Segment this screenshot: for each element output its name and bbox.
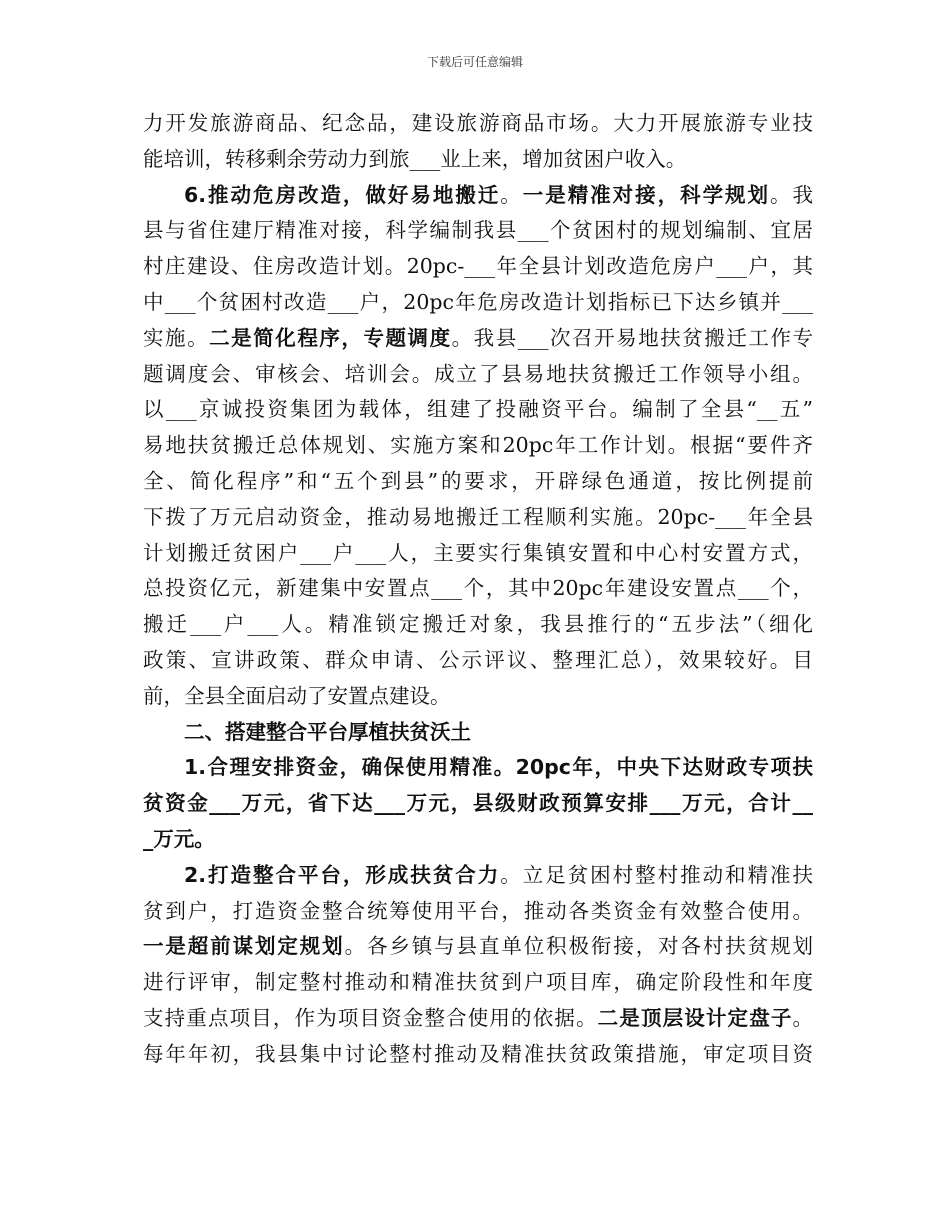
text-line	[143, 643, 813, 679]
text-line	[143, 285, 813, 321]
text-line	[143, 392, 813, 428]
text-segment: 二、搭建整合平台厚植扶贫沃土	[184, 719, 471, 744]
text-line	[143, 1037, 813, 1073]
text-line	[143, 858, 813, 894]
text-segment: 进行评审，制定整村推动和精准扶贫到户项目库，确定阶段性和年度	[143, 970, 813, 995]
text-segment: 题调度会、审核会、培训会。成立了县易地扶贫搬迁工作领导小组。	[143, 361, 813, 386]
bold-text-segment: 二是简化程序，专题调度	[209, 325, 452, 350]
text-line	[143, 178, 813, 214]
text-line	[143, 822, 813, 858]
text-segment: 以___京诚投资集团为载体，组建了投融资平台。编制了全县“__五”	[143, 397, 813, 422]
text-line	[143, 464, 813, 500]
text-segment: 力开发旅游商品、纪念品，建设旅游商品市场。大力开展旅游专业技	[143, 111, 813, 135]
text-segment: 前，全县全面启动了安置点建设。	[143, 683, 451, 708]
text-segment: 支持重点项目，作为项目资金整合使用的依据。	[143, 1005, 598, 1030]
text-segment: 。各乡镇与县直单位积极衔接，对各村扶贫规划	[344, 934, 814, 959]
text-segment: 实施。	[143, 325, 210, 350]
text-line	[143, 894, 813, 930]
text-segment: 下拨了万元启动资金，推动易地搬迁工程顺利实施。20pc-___年全县	[143, 504, 813, 529]
text-line	[143, 607, 813, 643]
text-segment: 能培训，转移剩余劳动力到旅___业上来，增加贫困户收入。	[143, 146, 687, 171]
text-line	[143, 357, 813, 393]
text-segment: 易地扶贫搬迁总体规划、实施方案和20pc年工作计划。根据“要件齐	[143, 433, 813, 458]
text-line	[143, 1001, 813, 1037]
text-segment: 政策、宣讲政策、群众申请、公示评议、整理汇总），效果较好。目	[143, 647, 813, 672]
text-segment: 贫到户，打造资金整合统筹使用平台，推动各类资金有效整合使用。	[143, 898, 813, 923]
text-line	[143, 679, 813, 715]
text-line	[143, 428, 813, 464]
text-line	[143, 750, 813, 786]
text-line	[143, 249, 813, 285]
text-segment: 计划搬迁贫困户___户___人，主要实行集镇安置和中心村安置方式，	[143, 540, 813, 565]
text-segment: _万元。	[143, 826, 215, 851]
text-segment: 县与省住建厅精准对接，科学编制我县___个贫困村的规划编制、宜居	[143, 218, 813, 243]
bold-text-segment: 一是精准对接，科学规划	[522, 182, 771, 207]
text-segment: 贫资金___万元，省下达___万元，县级财政预算安排___万元，合计__	[143, 791, 813, 816]
bold-text-segment: 一是超前谋划定规划	[143, 934, 345, 959]
text-line	[143, 106, 813, 142]
text-line	[143, 142, 813, 178]
page-header: 下载后可任意编辑	[426, 55, 523, 69]
text-line	[143, 213, 813, 249]
text-segment: 总投资亿元，新建集中安置点___个，其中20pc年建设安置点___个，	[143, 576, 813, 601]
text-line	[143, 321, 813, 357]
text-segment: 村庄建设、住房改造计划。20pc-___年全县计划改造危房户___户，其	[143, 254, 813, 279]
text-segment: 搬迁___户___人。精准锁定搬迁对象，我县推行的“五步法”（细化	[143, 612, 813, 637]
bold-text-segment: 6.推动危房改造，做好易地搬迁	[184, 182, 501, 207]
text-segment: 。立足贫困村整村推动和精准扶	[500, 862, 813, 887]
text-segment: 。	[792, 1005, 814, 1030]
text-line	[143, 929, 813, 965]
text-segment: 。我	[770, 182, 814, 207]
text-line	[143, 965, 813, 1001]
text-segment: 。我县___次召开易地扶贫搬迁工作专	[451, 325, 814, 350]
document-body	[143, 106, 813, 1073]
text-line	[143, 500, 813, 536]
text-segment: 中___个贫困村改造___户，20pc年危房改造计划指标已下达乡镇并___	[143, 289, 813, 314]
text-segment: 1.合理安排资金，确保使用精准。20pc年，中央下达财政专项扶	[184, 755, 813, 780]
text-line	[143, 786, 813, 822]
section-heading	[143, 715, 813, 751]
text-line	[143, 536, 813, 572]
text-segment: 。	[500, 182, 523, 207]
text-line	[143, 571, 813, 607]
text-segment: 每年年初，我县集中讨论整村推动及精准扶贫政策措施，审定项目资	[143, 1041, 813, 1066]
bold-text-segment: 二是顶层设计定盘子	[597, 1005, 793, 1030]
text-segment: 全、简化程序”和“五个到县”的要求，开辟绿色通道，按比例提前	[143, 468, 813, 493]
bold-text-segment: 2.打造整合平台，形成扶贫合力	[184, 862, 501, 887]
